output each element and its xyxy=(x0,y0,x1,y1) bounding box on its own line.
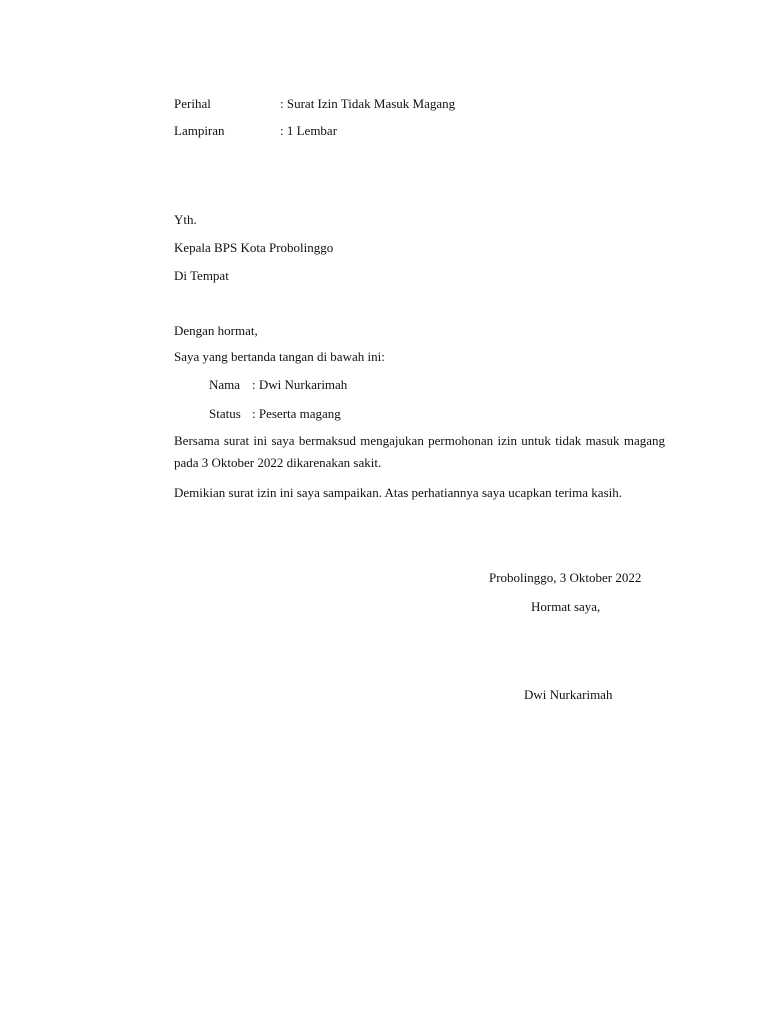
intro-text: Saya yang bertanda tangan di bawah ini: xyxy=(174,349,385,364)
recipient-salutation: Yth. xyxy=(174,212,197,227)
lampiran-value: : 1 Lembar xyxy=(280,123,338,138)
status-label: Status xyxy=(209,406,241,421)
greeting: Dengan hormat, xyxy=(174,323,258,338)
recipient-name: Kepala BPS Kota Probolinggo xyxy=(174,240,334,255)
perihal-value: : Surat Izin Tidak Masuk Magang xyxy=(280,96,456,111)
body-paragraph-request: Bersama surat ini saya bermaksud mengajukan permohonan izin untuk tidak masuk magang pada 3 Oktober 2022 dikarenakan sakit. xyxy=(174,433,665,470)
nama-value: : Dwi Nurkarimah xyxy=(252,377,348,392)
status-value: : Peserta magang xyxy=(252,406,341,421)
signature-closing: Hormat saya, xyxy=(531,599,601,614)
recipient-place: Di Tempat xyxy=(174,268,229,283)
body-paragraph-closing: Demikian surat izin ini saya sampaikan. Atas perhatiannya saya ucapkan terima kasih. xyxy=(174,485,622,500)
perihal-label: Perihal xyxy=(174,96,211,111)
nama-label: Nama xyxy=(209,377,241,392)
signature-place-date: Probolinggo, 3 Oktober 2022 xyxy=(489,570,642,585)
lampiran-label: Lampiran xyxy=(174,123,225,138)
signature-name: Dwi Nurkarimah xyxy=(524,687,613,702)
